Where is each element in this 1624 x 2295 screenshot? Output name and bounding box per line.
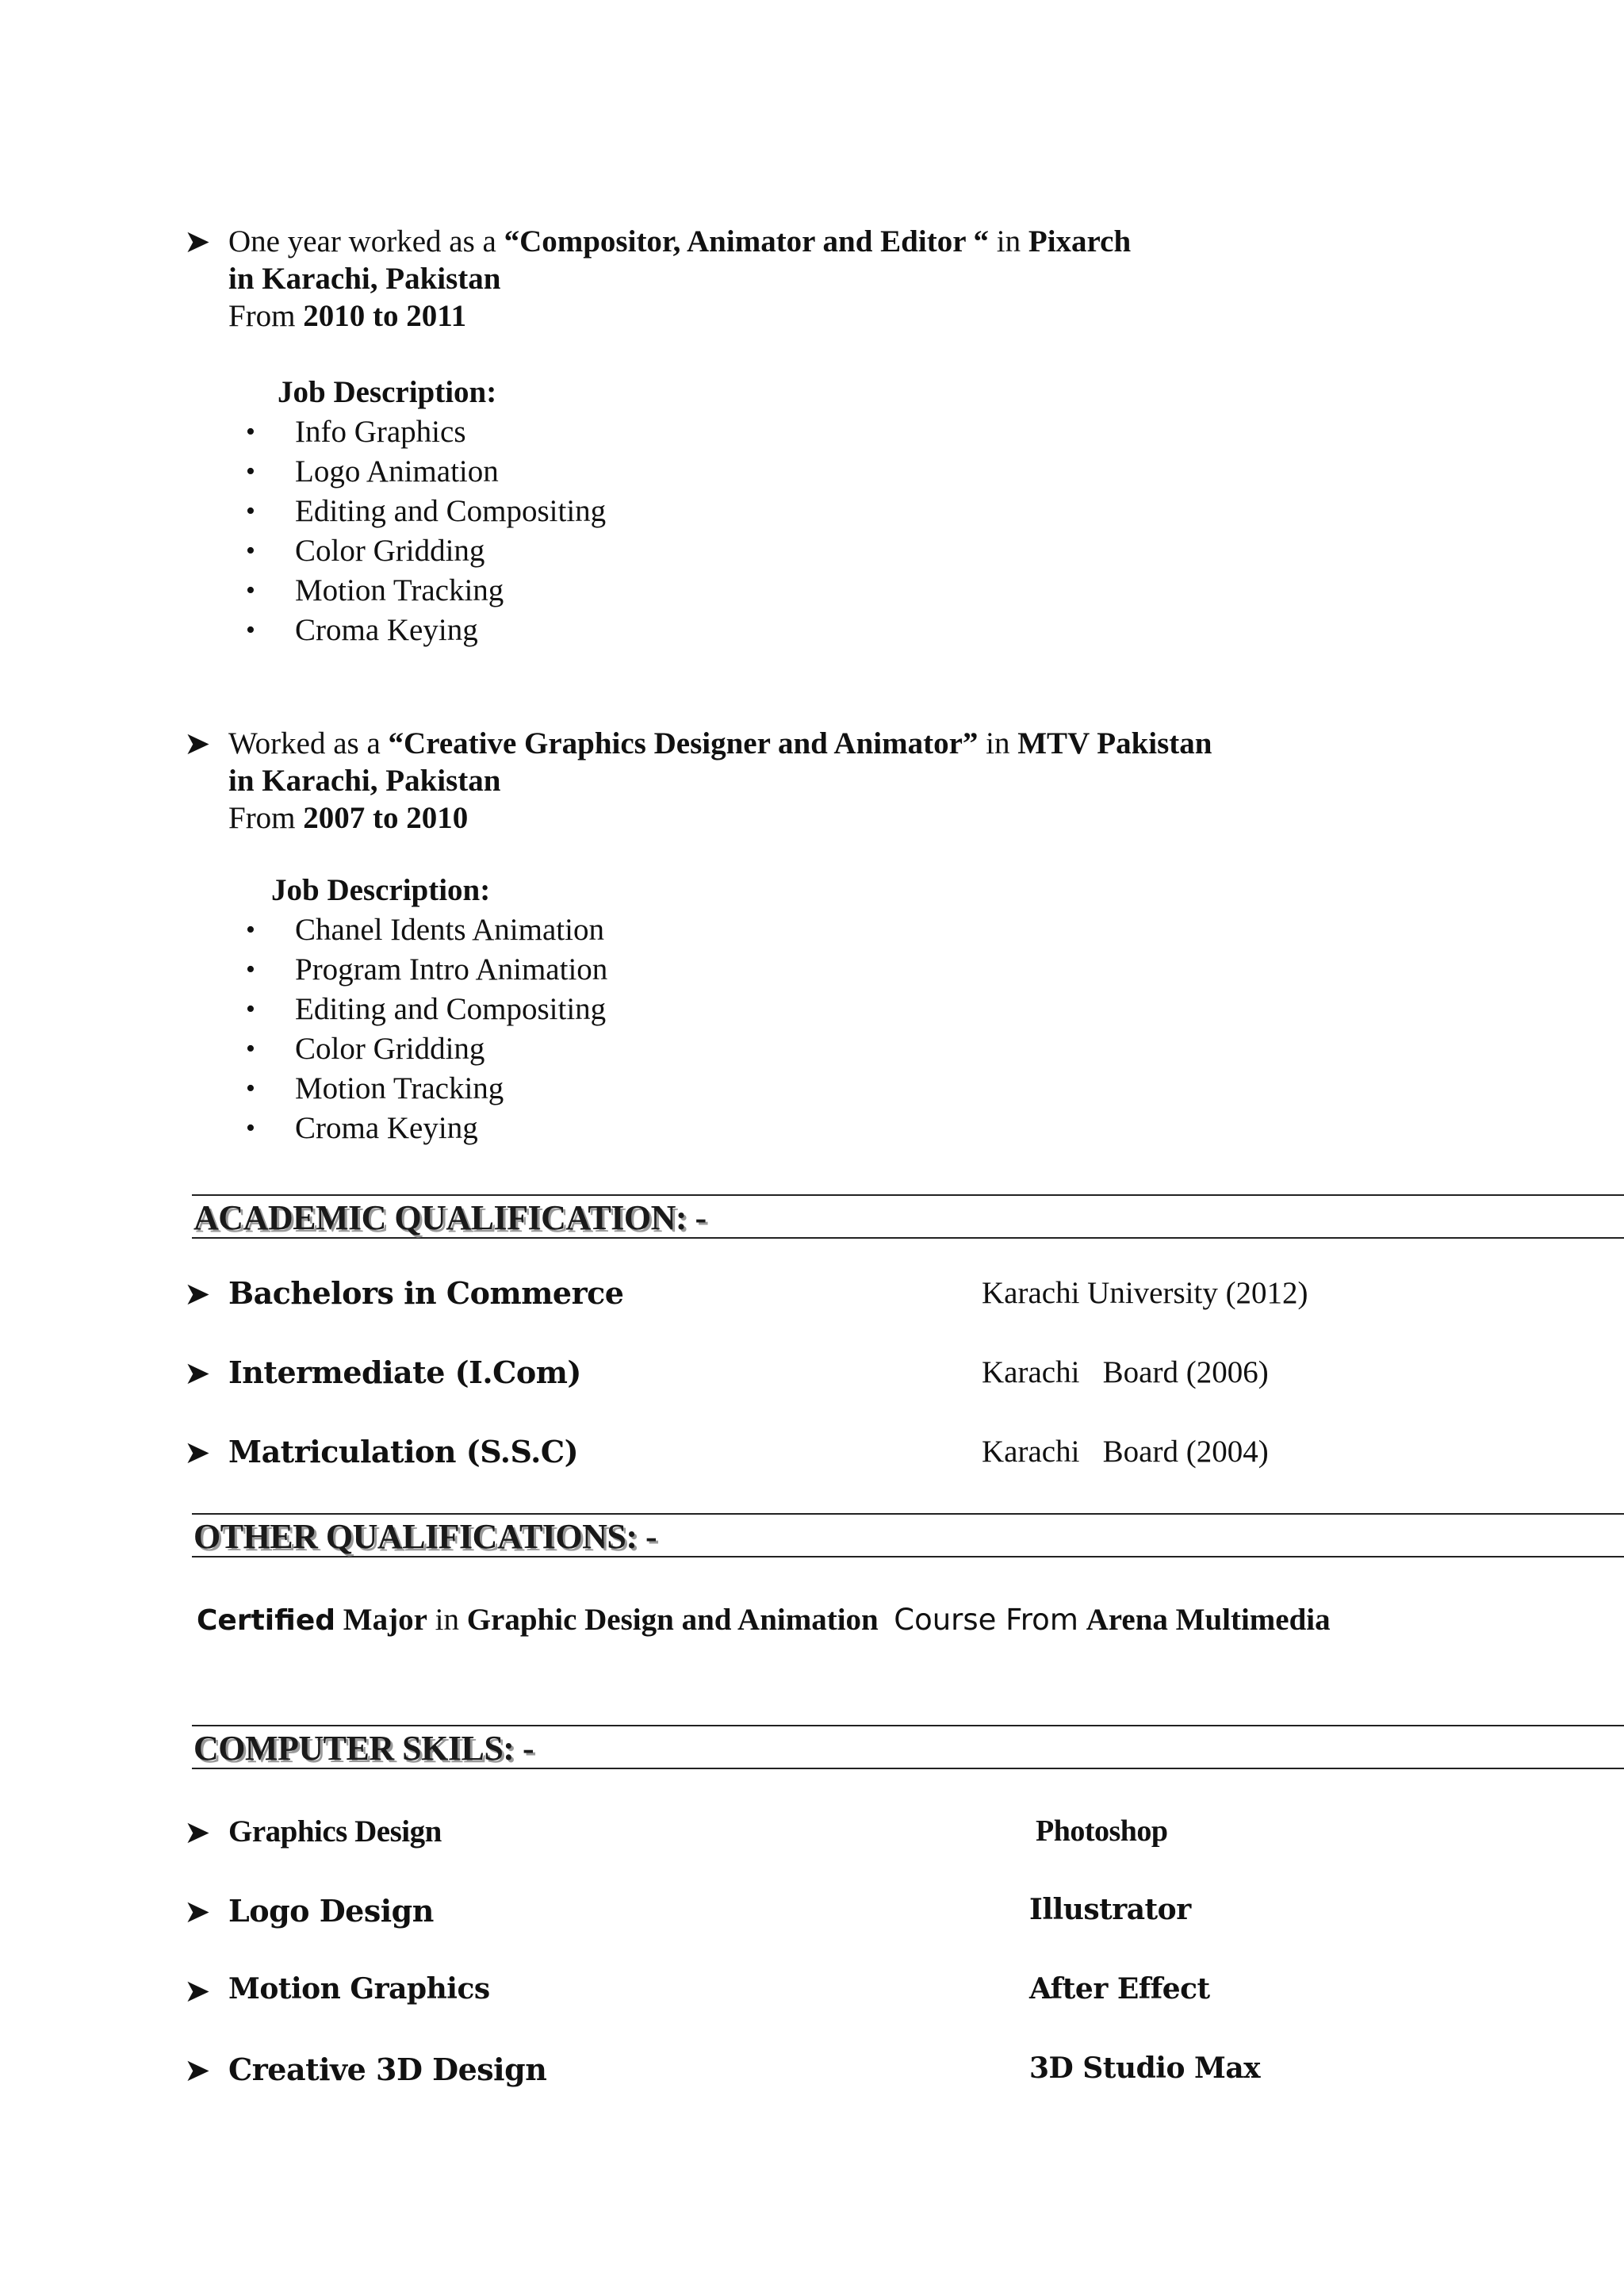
job-period: From 2007 to 2010	[228, 801, 469, 835]
list-item: • Motion Tracking	[246, 1069, 607, 1109]
arrow-bullet-icon: ➤	[184, 1355, 211, 1391]
course-name: Graphic Design and Animation	[466, 1603, 879, 1637]
list-item: • Croma Keying	[246, 1109, 607, 1148]
job-location: in Karachi, Pakistan	[228, 764, 501, 798]
institution: Karachi University (2012)	[982, 1276, 1308, 1310]
job-role: “Compositor, Animator and Editor “	[504, 224, 990, 259]
skill-name: Motion Graphics	[228, 1972, 490, 2006]
software-name: 3D Studio Max	[1029, 2052, 1261, 2085]
institute-name: Arena Multimedia	[1086, 1603, 1331, 1637]
arrow-bullet-icon: ➤	[184, 1973, 211, 2009]
job-description-label: Job Description:	[271, 873, 491, 907]
list-item: • Logo Animation	[246, 452, 606, 492]
list-item: • Program Intro Animation	[246, 950, 607, 990]
skill-name: Creative 3D Design	[228, 2052, 547, 2087]
institution: Karachi Board (2004)	[982, 1435, 1269, 1469]
skill-name: Graphics Design	[228, 1814, 442, 1849]
list-item: • Editing and Compositing	[246, 492, 606, 531]
list-item: • Info Graphics	[246, 412, 606, 452]
company-name: Pixarch	[1028, 224, 1132, 259]
company-name: MTV Pakistan	[1017, 726, 1212, 761]
degree: Bachelors in Commerce	[228, 1275, 624, 1311]
list-item: • Color Gridding	[246, 1029, 607, 1069]
section-heading-computer-skills: COMPUTER SKILS: -	[192, 1725, 1624, 1769]
experience-entry	[184, 223, 1418, 335]
experience-entry	[184, 725, 1418, 837]
skill-name: Logo Design	[228, 1893, 434, 1929]
job-period: From 2010 to 2011	[228, 299, 467, 333]
other-qualification-line: Certified Major in Graphic Design and Animation Course From Arena Multimedia	[197, 1603, 1331, 1637]
arrow-bullet-icon: ➤	[184, 1814, 211, 1850]
list-item: • Editing and Compositing	[246, 990, 607, 1029]
arrow-bullet-icon: ➤	[184, 1435, 211, 1470]
list-item: • Color Gridding	[246, 531, 606, 571]
job-location: in Karachi, Pakistan	[228, 262, 501, 296]
degree: Matriculation (S.S.C)	[228, 1434, 579, 1469]
list-item: • Chanel Idents Animation	[246, 910, 607, 950]
institution: Karachi Board (2006)	[982, 1355, 1269, 1389]
arrow-bullet-icon: ➤	[184, 2052, 211, 2088]
degree: Intermediate (I.Com)	[228, 1354, 581, 1390]
duty-list	[246, 910, 607, 1148]
job-title-line: One year worked as a “Compositor, Animator and Editor “ in Pixarch	[228, 224, 1132, 259]
list-item: • Motion Tracking	[246, 571, 606, 611]
arrow-bullet-icon: ➤	[184, 726, 211, 761]
software-name: Illustrator	[1029, 1893, 1191, 1926]
arrow-bullet-icon: ➤	[184, 1894, 211, 1929]
software-name: Photoshop	[1036, 1814, 1168, 1848]
job-role: “Creative Graphics Designer and Animator”	[388, 726, 979, 761]
list-item: • Croma Keying	[246, 611, 606, 650]
duty-list	[246, 412, 606, 650]
arrow-bullet-icon: ➤	[184, 224, 211, 259]
job-description-label: Job Description:	[278, 375, 497, 409]
section-heading-academic: ACADEMIC QUALIFICATION: -	[192, 1194, 1624, 1239]
section-heading-other: OTHER QUALIFICATIONS: -	[192, 1513, 1624, 1557]
job-title-line: Worked as a “Creative Graphics Designer and Animator” in MTV Pakistan	[228, 726, 1212, 761]
arrow-bullet-icon: ➤	[184, 1276, 211, 1312]
software-name: After Effect	[1029, 1972, 1210, 2006]
